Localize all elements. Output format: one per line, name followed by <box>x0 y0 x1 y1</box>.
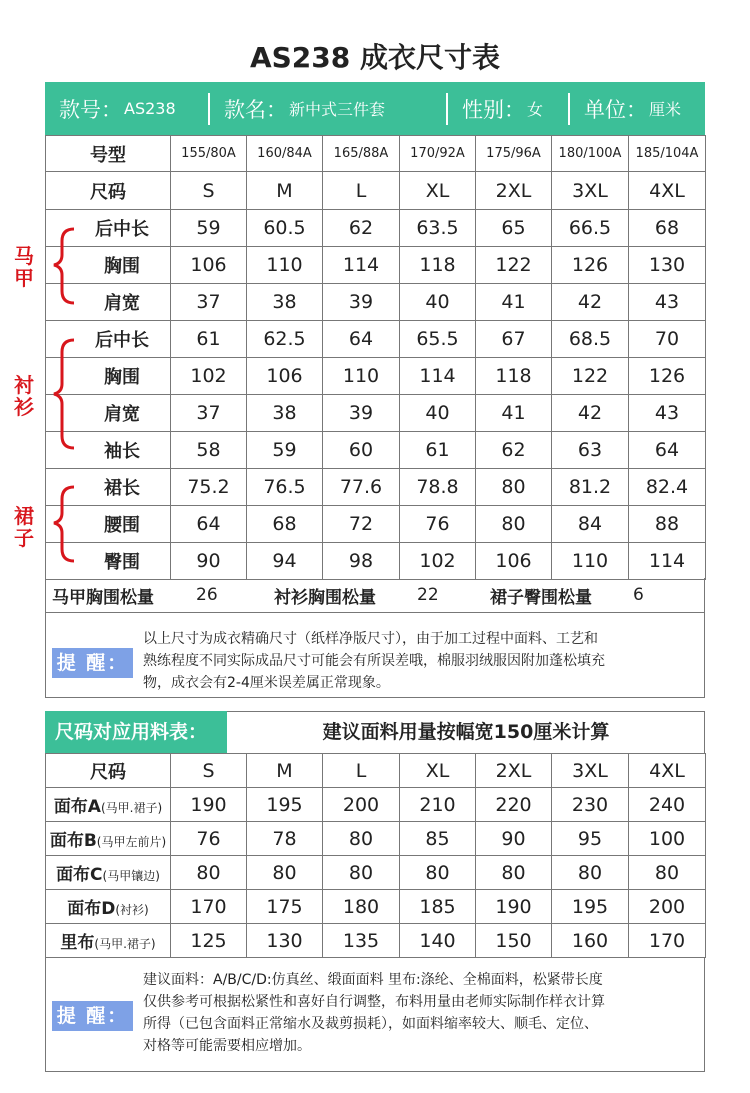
size-cell: S <box>171 172 247 210</box>
size-type-cell: 175/96A <box>476 136 552 172</box>
measure-value: 110 <box>552 543 629 580</box>
fabric-row <box>46 788 706 822</box>
measure-value: 64 <box>629 432 706 469</box>
measure-row <box>46 321 706 358</box>
group-label-shirt: 衬衫 <box>14 373 34 419</box>
size-table <box>45 135 706 580</box>
measure-value: 102 <box>171 358 247 395</box>
measure-value: 67 <box>476 321 552 358</box>
measure-value: 66.5 <box>552 210 629 247</box>
measure-value: 63 <box>552 432 629 469</box>
size-cell: L <box>323 172 400 210</box>
measure-value: 59 <box>247 432 323 469</box>
fabric-value: 190 <box>171 788 247 822</box>
measure-value: 110 <box>323 358 400 395</box>
style-no-value: AS238 <box>124 99 176 118</box>
size-cell: M <box>247 172 323 210</box>
size-cell: 2XL <box>476 172 552 210</box>
measure-value: 98 <box>323 543 400 580</box>
fabric-row-label <box>46 890 171 924</box>
fabric-value: 85 <box>400 822 476 856</box>
size-cell: 3XL <box>552 172 629 210</box>
note-text-1: 以上尺寸为成衣精确尺寸（纸样净版尺寸），由于加工过程中面料、工艺和 熟练程度不同实际成品尺寸可能会有所误差哦，棉服羽绒服因附加蓬松填充 物，成衣会有2-4厘米误差属正常现象。 <box>143 631 605 691</box>
fabric-size-label: 尺码 <box>46 754 171 788</box>
measure-value: 75.2 <box>171 469 247 506</box>
fabric-value: 80 <box>323 856 400 890</box>
fabric-value: 80 <box>476 856 552 890</box>
measure-row <box>46 358 706 395</box>
measure-value: 38 <box>247 395 323 432</box>
measure-value: 126 <box>629 358 706 395</box>
fabric-value: 200 <box>629 890 706 924</box>
measure-value: 43 <box>629 395 706 432</box>
measure-value: 122 <box>552 358 629 395</box>
measure-value: 58 <box>171 432 247 469</box>
measure-value: 62 <box>323 210 400 247</box>
measure-value: 118 <box>400 247 476 284</box>
measure-value: 64 <box>171 506 247 543</box>
measure-row <box>46 543 706 580</box>
fabric-value: 170 <box>629 924 706 958</box>
fabric-name: 面布A <box>53 797 101 817</box>
fabric-value: 150 <box>476 924 552 958</box>
unit-value: 厘米 <box>649 100 682 119</box>
measure-row <box>46 506 706 543</box>
measure-value: 43 <box>629 284 706 321</box>
style-name <box>210 82 446 135</box>
measure-value: 130 <box>629 247 706 284</box>
fabric-value: 195 <box>552 890 629 924</box>
measure-value: 61 <box>171 321 247 358</box>
fabric-size-cell: 2XL <box>476 754 552 788</box>
measure-label: 腰围 <box>46 506 171 543</box>
measure-value: 94 <box>247 543 323 580</box>
measure-value: 62 <box>476 432 552 469</box>
fabric-value: 100 <box>629 822 706 856</box>
measure-value: 126 <box>552 247 629 284</box>
measure-value: 68 <box>629 210 706 247</box>
measure-value: 72 <box>323 506 400 543</box>
fabric-value: 130 <box>247 924 323 958</box>
measure-value: 65 <box>476 210 552 247</box>
measure-label: 肩宽 <box>46 395 171 432</box>
measure-value: 102 <box>400 543 476 580</box>
measure-value: 90 <box>171 543 247 580</box>
fabric-value: 180 <box>323 890 400 924</box>
fabric-usage: (马甲镶边) <box>102 869 160 883</box>
ease-label-shirt: 衬衫胸围松量 <box>274 587 376 608</box>
fabric-row-label <box>46 856 171 890</box>
measure-value: 68.5 <box>552 321 629 358</box>
fabric-value: 95 <box>552 822 629 856</box>
measure-value: 39 <box>323 284 400 321</box>
fabric-size-cell: L <box>323 754 400 788</box>
measure-value: 118 <box>476 358 552 395</box>
fabric-value: 125 <box>171 924 247 958</box>
measure-value: 59 <box>171 210 247 247</box>
fabric-value: 175 <box>247 890 323 924</box>
fabric-name: 面布B <box>49 831 97 851</box>
gender-label: 性别： <box>462 97 525 122</box>
fabric-value: 80 <box>400 856 476 890</box>
measure-value: 41 <box>476 284 552 321</box>
fabric-row-label <box>46 822 171 856</box>
fabric-tab: 尺码对应用料表： <box>45 711 227 753</box>
fabric-value: 80 <box>323 822 400 856</box>
fabric-value: 200 <box>323 788 400 822</box>
tip-badge-2: 提 醒： <box>52 1001 133 1031</box>
fabric-name: 里布 <box>60 933 95 953</box>
fabric-value: 220 <box>476 788 552 822</box>
measure-value: 39 <box>323 395 400 432</box>
measure-value: 88 <box>629 506 706 543</box>
tip-badge-1: 提 醒： <box>52 648 133 678</box>
measure-value: 114 <box>400 358 476 395</box>
measure-value: 76 <box>400 506 476 543</box>
size-type-label: 号型 <box>46 136 171 172</box>
measure-value: 60 <box>323 432 400 469</box>
measure-value: 38 <box>247 284 323 321</box>
measure-value: 68 <box>247 506 323 543</box>
measure-value: 114 <box>323 247 400 284</box>
size-row <box>46 172 706 210</box>
size-type-cell: 185/104A <box>629 136 706 172</box>
fabric-row-label <box>46 924 171 958</box>
fabric-value: 80 <box>171 856 247 890</box>
measure-row <box>46 432 706 469</box>
size-type-cell: 170/92A <box>400 136 476 172</box>
style-no <box>45 82 208 135</box>
size-cell: 4XL <box>629 172 706 210</box>
measure-value: 42 <box>552 284 629 321</box>
ease-row <box>45 578 705 613</box>
measure-label: 袖长 <box>46 432 171 469</box>
fabric-value: 230 <box>552 788 629 822</box>
style-no-label: 款号： <box>59 97 122 122</box>
fabric-usage: (马甲.裙子) <box>100 801 163 815</box>
fabric-value: 140 <box>400 924 476 958</box>
fabric-row <box>46 890 706 924</box>
measure-value: 110 <box>247 247 323 284</box>
measure-label: 裙长 <box>46 469 171 506</box>
measure-value: 65.5 <box>400 321 476 358</box>
style-name-value: 新中式三件套 <box>289 100 386 119</box>
measure-value: 60.5 <box>247 210 323 247</box>
measure-row <box>46 210 706 247</box>
fabric-name: 面布D <box>67 899 116 919</box>
fabric-size-cell: 4XL <box>629 754 706 788</box>
vest-bracket-icon <box>42 215 78 313</box>
fabric-value: 80 <box>629 856 706 890</box>
fabric-name: 面布C <box>56 865 103 885</box>
fabric-value: 80 <box>552 856 629 890</box>
measure-row <box>46 247 706 284</box>
fabric-row <box>46 856 706 890</box>
fabric-value: 80 <box>247 856 323 890</box>
measure-value: 80 <box>476 469 552 506</box>
group-label-skirt: 裙子 <box>14 504 34 550</box>
fabric-value: 90 <box>476 822 552 856</box>
fabric-value: 240 <box>629 788 706 822</box>
shirt-bracket-icon <box>42 326 78 458</box>
style-name-label: 款名： <box>224 97 287 122</box>
size-type-cell: 165/88A <box>323 136 400 172</box>
header-bar <box>45 82 705 135</box>
fabric-row <box>46 924 706 958</box>
page-title: AS238 成衣尺寸表 <box>249 41 501 74</box>
ease-value-skirt: 6 <box>633 585 644 605</box>
measure-value: 37 <box>171 395 247 432</box>
measure-label: 肩宽 <box>46 284 171 321</box>
measure-value: 40 <box>400 284 476 321</box>
ease-value-vest: 26 <box>196 585 218 605</box>
measure-label: 胸围 <box>46 358 171 395</box>
measure-value: 37 <box>171 284 247 321</box>
fabric-value: 76 <box>171 822 247 856</box>
measure-value: 76.5 <box>247 469 323 506</box>
fabric-value: 190 <box>476 890 552 924</box>
measure-value: 70 <box>629 321 706 358</box>
ease-label-skirt: 裙子臀围松量 <box>490 587 592 608</box>
measure-value: 42 <box>552 395 629 432</box>
measure-value: 80 <box>476 506 552 543</box>
measure-row <box>46 395 706 432</box>
measure-value: 77.6 <box>323 469 400 506</box>
measure-value: 81.2 <box>552 469 629 506</box>
fabric-value: 170 <box>171 890 247 924</box>
fabric-value: 78 <box>247 822 323 856</box>
measure-value: 122 <box>476 247 552 284</box>
measure-value: 114 <box>629 543 706 580</box>
unit <box>570 82 700 135</box>
group-label-vest: 马甲 <box>14 244 34 290</box>
fabric-row-label <box>46 788 171 822</box>
fabric-value: 210 <box>400 788 476 822</box>
fabric-usage: (马甲左前片) <box>96 835 167 849</box>
measure-value: 63.5 <box>400 210 476 247</box>
ease-label-vest: 马甲胸围松量 <box>52 587 154 608</box>
measure-value: 82.4 <box>629 469 706 506</box>
fabric-size-row <box>46 754 706 788</box>
unit-label: 单位： <box>584 97 647 122</box>
measure-value: 106 <box>247 358 323 395</box>
fabric-value: 160 <box>552 924 629 958</box>
fabric-value: 135 <box>323 924 400 958</box>
measure-value: 40 <box>400 395 476 432</box>
fabric-size-cell: M <box>247 754 323 788</box>
fabric-row <box>46 822 706 856</box>
fabric-size-cell: S <box>171 754 247 788</box>
fabric-table <box>45 753 706 958</box>
measure-label: 胸围 <box>46 247 171 284</box>
measure-label: 后中长 <box>46 210 171 247</box>
size-label: 尺码 <box>46 172 171 210</box>
ease-value-shirt: 22 <box>417 585 439 605</box>
measure-label: 后中长 <box>46 321 171 358</box>
measure-value: 106 <box>171 247 247 284</box>
fabric-usage: (马甲.裙子) <box>94 937 156 951</box>
fabric-usage: (衬衫) <box>115 903 149 917</box>
note-text-2: 建议面料：A/B/C/D:仿真丝、缎面面料 里布:涤纶、全棉面料，松紧带长度 仅供参考可根据松紧性和喜好自行调整，布料用量由老师实际制作样衣计算 所得（已包含面料正常缩水及裁剪损耗），如面料缩率较大、顺毛、定位、 对格等可能需要相应增加。 <box>143 972 605 1054</box>
measure-value: 84 <box>552 506 629 543</box>
measure-row <box>46 284 706 321</box>
gender-value: 女 <box>527 100 544 119</box>
measure-value: 78.8 <box>400 469 476 506</box>
size-type-cell: 155/80A <box>171 136 247 172</box>
fabric-value: 185 <box>400 890 476 924</box>
size-type-cell: 160/84A <box>247 136 323 172</box>
fabric-heading: 建议面料用量按幅宽150厘米计算 <box>322 721 610 743</box>
skirt-bracket-icon <box>42 473 78 571</box>
fabric-size-cell: XL <box>400 754 476 788</box>
size-cell: XL <box>400 172 476 210</box>
measure-label: 臀围 <box>46 543 171 580</box>
fabric-value: 195 <box>247 788 323 822</box>
gender <box>448 82 568 135</box>
size-type-cell: 180/100A <box>552 136 629 172</box>
measure-value: 61 <box>400 432 476 469</box>
measure-value: 41 <box>476 395 552 432</box>
fabric-size-cell: 3XL <box>552 754 629 788</box>
measure-value: 62.5 <box>247 321 323 358</box>
measure-value: 106 <box>476 543 552 580</box>
size-type-row <box>46 136 706 172</box>
measure-value: 64 <box>323 321 400 358</box>
measure-row <box>46 469 706 506</box>
